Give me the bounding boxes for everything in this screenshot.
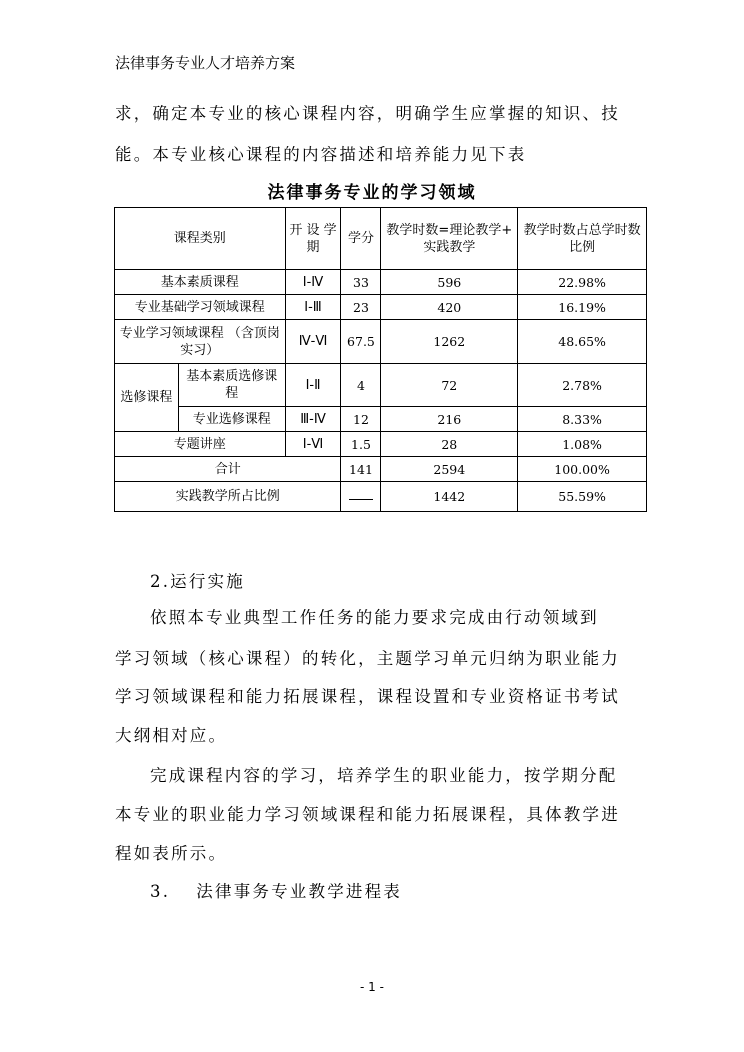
row-name: 专业基础学习领域课程: [115, 295, 286, 320]
row-ratio: 8.33%: [518, 407, 647, 432]
table-row: [115, 432, 647, 457]
row-ratio: 16.19%: [518, 295, 647, 320]
document-header: 法律事务专业人才培养方案: [115, 54, 296, 72]
row-hours: 72: [381, 364, 518, 407]
page-number: - 1 -: [360, 980, 384, 994]
section-2-line-4: 大纲相对应。: [115, 726, 228, 745]
table-row: [115, 320, 647, 364]
row-credits: 12: [341, 407, 381, 432]
section-2-heading: 2.运行实施: [150, 572, 245, 591]
row-hours: 596: [381, 270, 518, 295]
intro-line-1: 求，确定本专业的核心课程内容，明确学生应掌握的知识、技: [115, 104, 620, 123]
row-semester: Ⅰ-Ⅱ: [285, 364, 341, 407]
row-semester: Ⅰ-Ⅳ: [285, 270, 341, 295]
practice-credits-dash: [341, 482, 381, 512]
table-row: [115, 407, 647, 432]
row-credits: 4: [341, 364, 381, 407]
row-name: 基本素质选修课 程: [178, 364, 285, 407]
row-ratio: 48.65%: [518, 320, 647, 364]
table-row: [115, 364, 647, 407]
table-practice-row: [115, 482, 647, 512]
learning-domain-table: [114, 207, 647, 512]
row-hours: 216: [381, 407, 518, 432]
section-2-line-7: 程如表所示。: [115, 844, 228, 863]
header-semester: 开 设 学 期: [285, 208, 341, 270]
row-semester: Ⅲ-Ⅳ: [285, 407, 341, 432]
elective-group-label: 选修课程: [115, 364, 179, 432]
row-ratio: 1.08%: [518, 432, 647, 457]
section-3-heading: 3. 法律事务专业教学进程表: [150, 882, 402, 901]
practice-ratio: 55.59%: [518, 482, 647, 512]
row-hours: 420: [381, 295, 518, 320]
section-2-line-3: 学习领域课程和能力拓展课程，课程设置和专业资格证书考试: [115, 687, 620, 706]
header-credits: 学分: [341, 208, 381, 270]
row-name: 专业选修课程: [178, 407, 285, 432]
table-title: 法律事务专业的学习领域: [267, 183, 477, 203]
header-hours: 教学时数=理论教学+ 实践教学: [381, 208, 518, 270]
row-semester: Ⅰ-Ⅲ: [285, 295, 341, 320]
header-category: 课程类别: [115, 208, 286, 270]
row-credits: 33: [341, 270, 381, 295]
row-name: 专题讲座: [115, 432, 286, 457]
section-2-line-6: 本专业的职业能力学习领域课程和能力拓展课程，具体教学进: [115, 805, 620, 824]
row-credits: 23: [341, 295, 381, 320]
row-credits: 1.5: [341, 432, 381, 457]
table-total-row: [115, 457, 647, 482]
header-ratio: 教学时数占总学时数比例: [518, 208, 647, 270]
intro-line-2: 能。本专业核心课程的内容描述和培养能力见下表: [115, 145, 527, 164]
table-row: [115, 270, 647, 295]
table-row: [115, 295, 647, 320]
section-2-line-1: 依照本专业典型工作任务的能力要求完成由行动领域到: [150, 608, 599, 627]
total-credits: 141: [341, 457, 381, 482]
total-label: 合计: [115, 457, 341, 482]
row-hours: 1262: [381, 320, 518, 364]
dash-line: [349, 489, 373, 500]
row-ratio: 2.78%: [518, 364, 647, 407]
row-semester: Ⅳ-Ⅵ: [285, 320, 341, 364]
row-ratio: 22.98%: [518, 270, 647, 295]
practice-hours: 1442: [381, 482, 518, 512]
practice-label: 实践教学所占比例: [115, 482, 341, 512]
row-semester: Ⅰ-Ⅵ: [285, 432, 341, 457]
total-ratio: 100.00%: [518, 457, 647, 482]
table-header-row: [115, 208, 647, 270]
row-name: 专业学习领域课程 （含顶岗实习）: [115, 320, 286, 364]
row-credits: 67.5: [341, 320, 381, 364]
section-2-line-5: 完成课程内容的学习，培养学生的职业能力，按学期分配: [150, 766, 618, 785]
row-name: 基本素质课程: [115, 270, 286, 295]
row-hours: 28: [381, 432, 518, 457]
total-hours: 2594: [381, 457, 518, 482]
section-2-line-2: 学习领域（核心课程）的转化，主题学习单元归纳为职业能力: [115, 649, 620, 668]
